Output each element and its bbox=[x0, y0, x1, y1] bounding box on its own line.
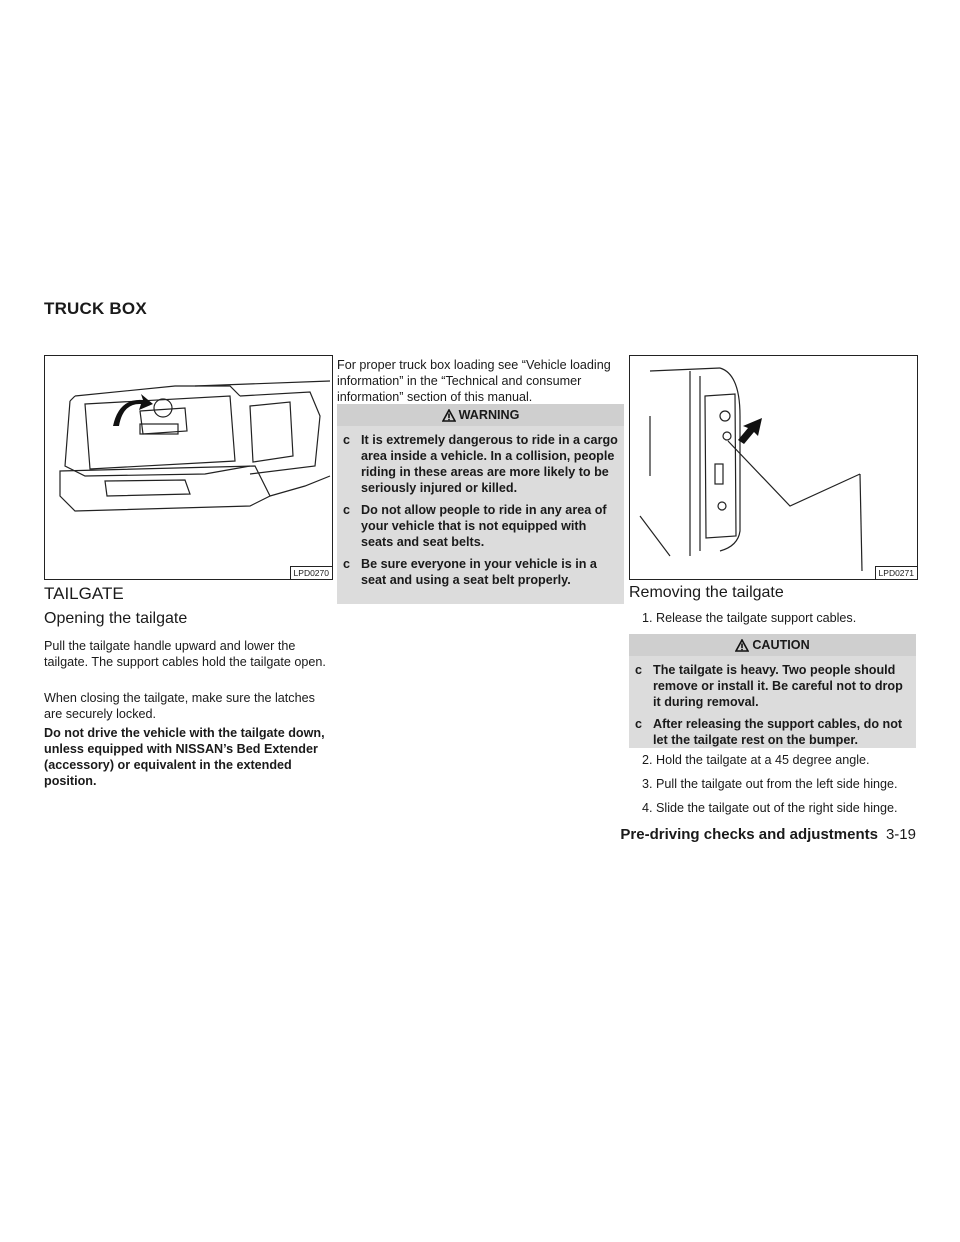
warning-box bbox=[337, 404, 624, 604]
warning-header bbox=[337, 404, 624, 426]
tailgate-heading: TAILGATE bbox=[44, 584, 124, 603]
bullet-icon: c bbox=[343, 503, 351, 517]
removal-step: 3. Pull the tailgate out from the left side hinge. bbox=[642, 777, 898, 791]
caution-item: c After releasing the support cables, do not let the tailgate rest on the bumper. bbox=[635, 717, 903, 747]
tailgate-illustration bbox=[44, 355, 333, 580]
opening-paragraph-2: When closing the tailgate, make sure the latches are securely locked. bbox=[44, 691, 315, 721]
caution-header bbox=[629, 634, 916, 656]
opening-paragraph-1: Pull the tailgate handle upward and lower the tailgate. The support cables hold the tailgate open. bbox=[44, 639, 326, 669]
loading-paragraph: For proper truck box loading see “Vehicle loading information” in the “Technical and consumer information” section of this manual. bbox=[337, 358, 611, 404]
bullet-icon: c bbox=[635, 717, 643, 731]
hinge-drawing bbox=[630, 356, 917, 579]
removal-step: 4. Slide the tailgate out of the right side hinge. bbox=[642, 801, 898, 815]
caution-box bbox=[629, 634, 916, 748]
footer-chapter-title: Pre-driving checks and adjustments bbox=[620, 826, 878, 843]
removing-tailgate-heading: Removing the tailgate bbox=[629, 584, 784, 601]
figure-id-right: LPD0271 bbox=[875, 566, 917, 579]
opening-paragraph-bold: Do not drive the vehicle with the tailgate down, unless equipped with NISSAN’s Bed Extender (accessory) or equivalent in the extended position. bbox=[44, 726, 325, 788]
figure-id-left: LPD0270 bbox=[290, 566, 332, 579]
page-footer bbox=[620, 826, 916, 843]
bullet-icon: c bbox=[343, 433, 351, 447]
warning-icon bbox=[442, 409, 456, 422]
section-title: TRUCK BOX bbox=[44, 299, 147, 318]
bullet-icon: c bbox=[343, 557, 351, 571]
tailgate-hinge-illustration bbox=[629, 355, 918, 580]
caution-list bbox=[629, 656, 916, 758]
warning-item: c Do not allow people to ride in any area of your vehicle that is not equipped with seats and seat belts. bbox=[343, 503, 607, 549]
removal-step-1: 1. Release the tailgate support cables. bbox=[642, 611, 857, 625]
warning-title: WARNING bbox=[458, 408, 520, 422]
removal-steps bbox=[642, 752, 922, 816]
page-number: 3-19 bbox=[885, 826, 916, 843]
removal-step: 2. Hold the tailgate at a 45 degree angle. bbox=[642, 753, 870, 767]
opening-tailgate-heading: Opening the tailgate bbox=[44, 610, 188, 627]
bullet-icon: c bbox=[635, 663, 643, 677]
caution-title: CAUTION bbox=[752, 638, 810, 652]
warning-item: c Be sure everyone in your vehicle is in a seat and using a seat belt properly. bbox=[343, 557, 597, 587]
warning-list bbox=[337, 426, 624, 598]
caution-item: c The tailgate is heavy. Two people should remove or install it. Be careful not to drop it during removal. bbox=[635, 663, 903, 709]
tailgate-drawing bbox=[45, 356, 332, 579]
warning-item: c It is extremely dangerous to ride in a cargo area inside a vehicle. In a collision, people riding in these areas are more likely to be seriously injured or killed. bbox=[343, 433, 618, 495]
caution-icon bbox=[735, 639, 749, 652]
